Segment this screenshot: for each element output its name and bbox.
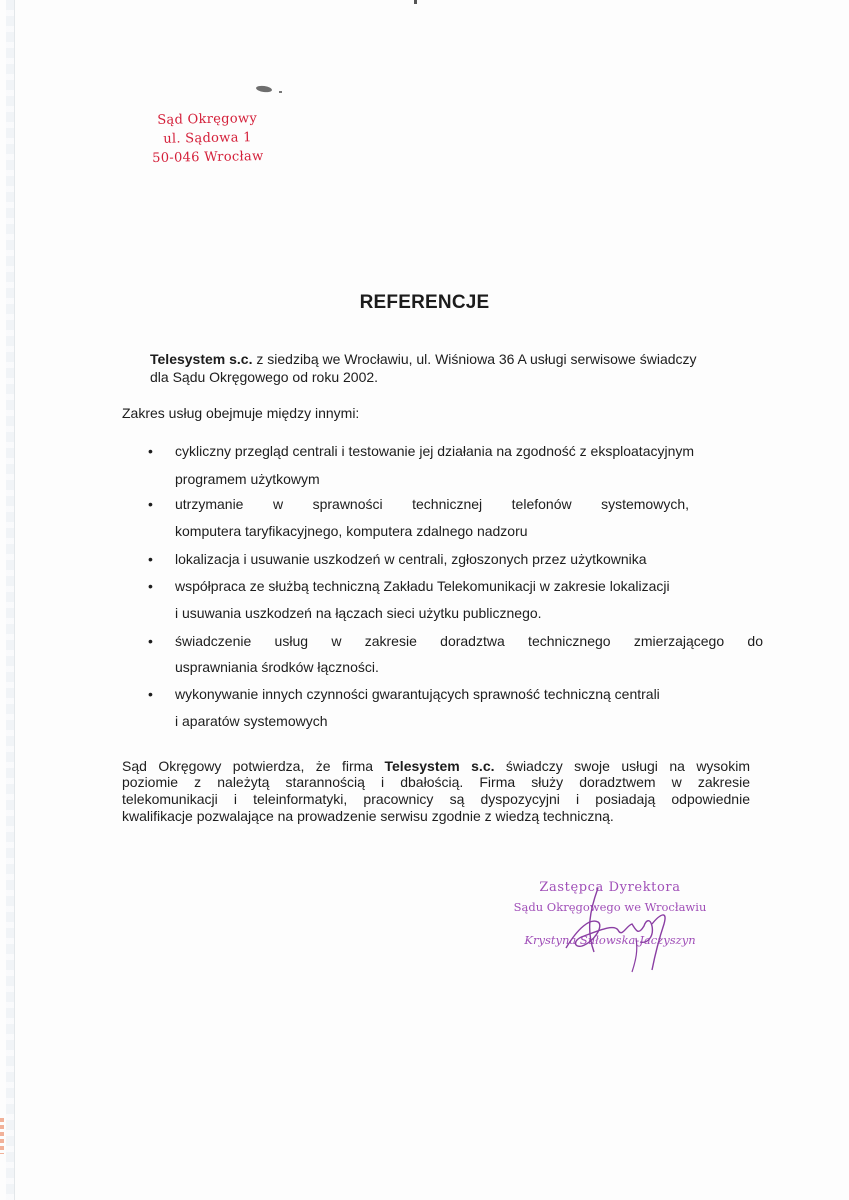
binding-edge-line bbox=[14, 0, 15, 1200]
bullet-marker: • bbox=[148, 578, 153, 594]
list-item-1-line-1: cykliczny przegląd centrali i testowanie jej działania na zgodność z eksploatacyjnym bbox=[175, 443, 695, 459]
bullet-marker: • bbox=[148, 551, 153, 567]
intro-company-name: Telesystem s.c. bbox=[150, 351, 253, 367]
list-item-5-line-1: świadczenie usług w zakresie doradztwa technicznego zmierzającego do bbox=[175, 633, 763, 649]
intro-line-1 bbox=[150, 351, 762, 368]
handwritten-signature bbox=[560, 880, 690, 980]
closing-company-name: Telesystem s.c. bbox=[384, 758, 495, 774]
closing-line-3: telekomunikacji i teleinformatyki, pracownicy są dyspozycyjni i posiadają odpowiednie bbox=[122, 791, 750, 807]
bullet-marker: • bbox=[148, 443, 153, 459]
list-item-4-line-1: współpraca ze służbą techniczną Zakładu Telekomunikacji w zakresie lokalizacji bbox=[175, 578, 670, 594]
list-item-2-line-1: utrzymanie w sprawności technicznej telefonów systemowych, bbox=[175, 496, 689, 512]
scope-intro: Zakres usług obejmuje między innymi: bbox=[122, 405, 360, 421]
binding-edge bbox=[6, 0, 14, 1200]
bullet-marker: • bbox=[148, 686, 153, 702]
signatory-title: Zastępca Dyrektora bbox=[539, 880, 681, 895]
court-stamp-line-1: Sąd Okręgowy bbox=[157, 111, 258, 128]
closing-line-2: poziomie z należytą starannością i dbałością. Firma służy doradztwem w zakresie bbox=[122, 774, 750, 790]
intro-line-1-rest: z siedzibą we Wrocławiu, ul. Wiśniowa 36 A usługi serwisowe świadczy bbox=[252, 351, 697, 367]
closing-line-1 bbox=[122, 758, 750, 774]
court-address-stamp bbox=[120, 108, 296, 168]
court-stamp-line-3: 50-046 Wrocław bbox=[152, 149, 264, 166]
bullet-marker: • bbox=[148, 633, 153, 649]
list-item-3-line-1: lokalizacja i usuwanie uszkodzeń w centrali, zgłoszonych przez użytkownika bbox=[175, 551, 647, 567]
closing-line-1-pre: Sąd Okręgowy potwierdza, że firma bbox=[122, 758, 385, 774]
ink-smudge bbox=[256, 85, 273, 93]
list-item-6-line-1: wykonywanie innych czynności gwarantujących sprawność techniczną centrali bbox=[175, 686, 660, 702]
document-title: REFERENCJE bbox=[359, 292, 490, 313]
signatory-organization: Sądu Okręgowego we Wrocławiu bbox=[513, 900, 707, 914]
ink-dot bbox=[279, 91, 282, 93]
list-item-5-line-2: usprawniania środków łączności. bbox=[175, 659, 379, 675]
list-item-1-line-2: programem użytkowym bbox=[175, 471, 320, 487]
intro-line-2: dla Sądu Okręgowego od roku 2002. bbox=[150, 369, 379, 385]
scan-mark bbox=[414, 0, 417, 4]
signatory-name: Krystyna Sułowska-Jaczyszyn bbox=[524, 933, 696, 947]
court-stamp-line-2: ul. Sądowa 1 bbox=[163, 130, 252, 147]
list-item-6-line-2: i aparatów systemowych bbox=[175, 713, 328, 729]
list-item-4-line-2: i usuwania uszkodzeń na łączach sieci użytku publicznego. bbox=[175, 605, 542, 621]
closing-line-4: kwalifikacje pozwalające na prowadzenie serwisu zgodnie z wiedzą techniczną. bbox=[122, 808, 614, 824]
closing-line-1-post: świadczy swoje usługi na wysokim bbox=[494, 758, 750, 774]
edge-color-mark bbox=[0, 1118, 4, 1154]
list-item-2-line-2: komputera taryfikacyjnego, komputera zdalnego nadzoru bbox=[175, 523, 528, 539]
bullet-marker: • bbox=[148, 496, 153, 512]
